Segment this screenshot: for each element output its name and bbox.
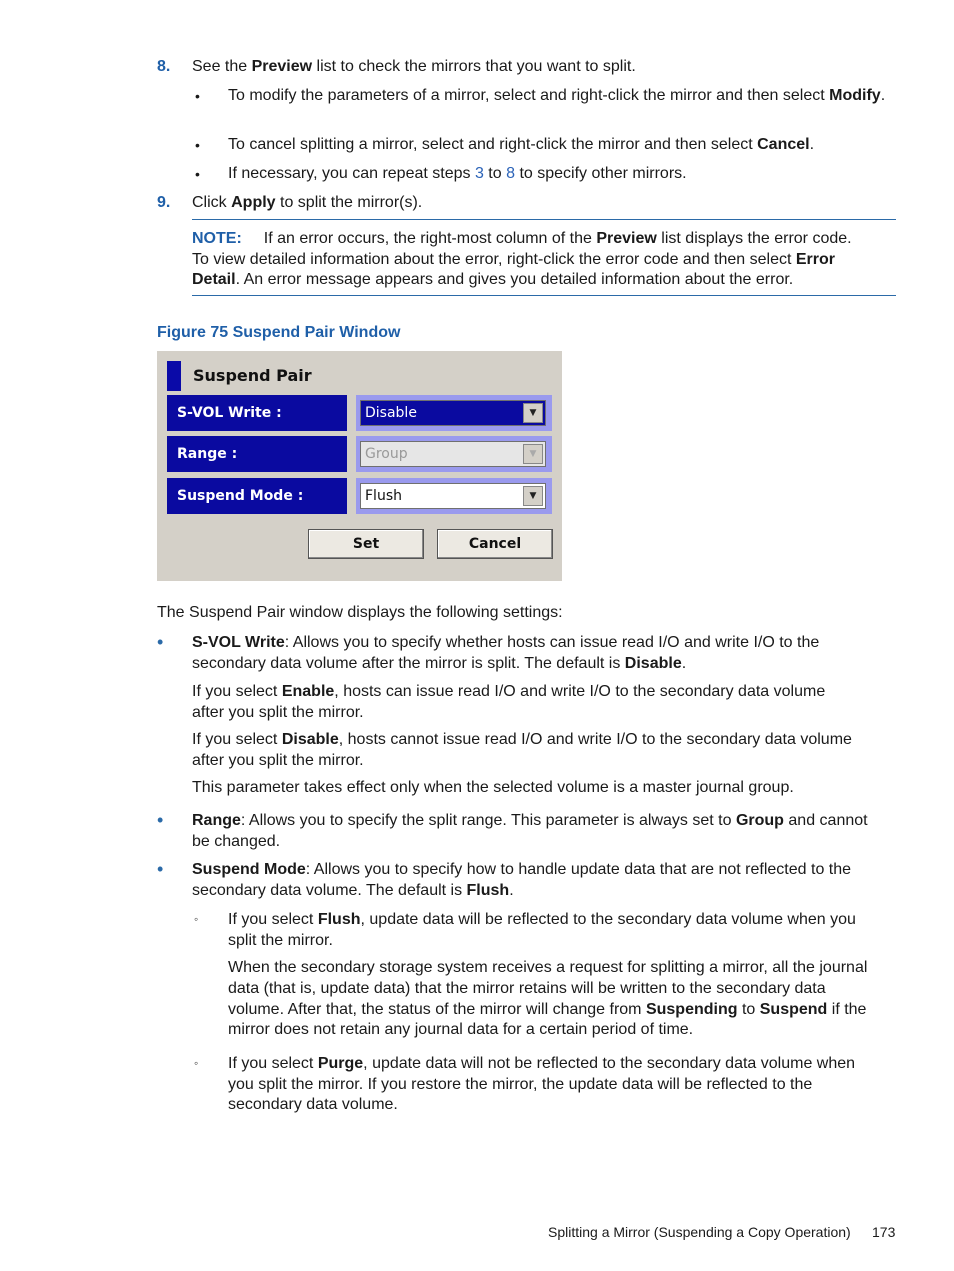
flush-para: volume. After that, the status of the mirror will change from Suspending to Suspend if the — [228, 1001, 867, 1018]
bullet-icon: • — [195, 137, 200, 153]
cancel-button[interactable]: Cancel — [437, 529, 553, 559]
svol-write-value: Disable — [365, 405, 417, 421]
step-8-link[interactable]: 8 — [506, 165, 515, 182]
svol-para: This parameter takes effect only when the selected volume is a master journal group. — [192, 779, 794, 796]
svol-para: If you select Enable, hosts can issue read I/O and write I/O to the secondary data volume — [192, 683, 826, 700]
svol-line: secondary data volume after the mirror is split. The default is Disable. — [192, 655, 687, 672]
note-top-rule — [192, 219, 896, 220]
bullet-icon: • — [157, 810, 164, 830]
note-line: Detail. An error message appears and gives you detailed information about the error. — [192, 271, 794, 288]
bullet-icon: • — [195, 166, 200, 182]
svol-line: S-VOL Write: Allows you to specify whether hosts can issue read I/O and write I/O to the — [192, 634, 820, 651]
circle-bullet-icon: ◦ — [194, 912, 199, 926]
step-text: See the Preview list to check the mirrors that you want to split. — [192, 58, 636, 75]
intro-text: The Suspend Pair window displays the following settings: — [157, 604, 563, 621]
dialog-title-bar-accent — [167, 361, 181, 391]
svol-write-select[interactable] — [360, 400, 546, 426]
bullet-icon: • — [157, 632, 164, 652]
purge-line: you split the mirror. If you restore the mirror, the update data will be reflected to the — [228, 1076, 813, 1093]
svol-para: after you split the mirror. — [192, 752, 364, 769]
svol-para: after you split the mirror. — [192, 704, 364, 721]
range-line: be changed. — [192, 833, 281, 850]
chevron-down-icon[interactable]: ▼ — [523, 486, 543, 506]
chevron-down-icon[interactable]: ▼ — [523, 403, 543, 423]
range-select-frame — [356, 436, 552, 472]
svol-para: If you select Disable, hosts cannot issue read I/O and write I/O to the secondary data volume — [192, 731, 852, 748]
circle-bullet-icon: ◦ — [194, 1056, 199, 1070]
svol-write-label: S-VOL Write : — [167, 395, 347, 431]
range-value: Group — [365, 446, 408, 462]
range-line: Range: Allows you to specify the split range. This parameter is always set to Group and cannot — [192, 812, 868, 829]
flush-para: When the secondary storage system receives a request for splitting a mirror, all the journal — [228, 959, 868, 976]
dialog-title: Suspend Pair — [193, 366, 312, 385]
svol-write-select-frame — [356, 395, 552, 431]
suspend-pair-dialog — [157, 351, 562, 581]
step-3-link[interactable]: 3 — [474, 165, 484, 182]
suspend-mode-select[interactable] — [360, 483, 546, 509]
suspend-mode-value: Flush — [365, 488, 402, 504]
note-line: NOTE: If an error occurs, the right-most column of the Preview list displays the error code. — [192, 230, 852, 247]
set-button[interactable]: Set — [308, 529, 424, 559]
suspend-mode-select-frame — [356, 478, 552, 514]
footer-section-title: Splitting a Mirror (Suspending a Copy Operation) — [548, 1224, 851, 1240]
step-number: 9. — [157, 194, 171, 211]
range-select — [360, 441, 546, 467]
suspend-mode-line: Suspend Mode: Allows you to specify how to handle update data that are not reflected to the — [192, 861, 852, 878]
flush-para: data (that is, update data) that the mirror retains will be written to the secondary data — [228, 980, 826, 997]
flush-line: split the mirror. — [228, 932, 333, 949]
list-item: To cancel splitting a mirror, select and right-click the mirror and then select Cancel. — [228, 136, 815, 153]
note-bottom-rule — [192, 295, 896, 296]
step-number: 8. — [157, 58, 171, 75]
note-line: To view detailed information about the error, right-click the error code and then select Error — [192, 251, 835, 268]
bullet-icon: • — [157, 859, 164, 879]
chevron-down-icon: ▼ — [523, 444, 543, 464]
suspend-mode-label: Suspend Mode : — [167, 478, 347, 514]
flush-line: If you select Flush, update data will be reflected to the secondary data volume when you — [228, 911, 856, 928]
range-label: Range : — [167, 436, 347, 472]
purge-line: secondary data volume. — [228, 1096, 398, 1113]
suspend-mode-line: secondary data volume. The default is Flush. — [192, 882, 514, 899]
purge-line: If you select Purge, update data will not be reflected to the secondary data volume when — [228, 1055, 856, 1072]
list-item: If necessary, you can repeat steps 3 to 8 to specify other mirrors. — [228, 165, 687, 182]
figure-caption: Figure 75 Suspend Pair Window — [157, 324, 401, 341]
bullet-icon: • — [195, 88, 200, 104]
step-text: Click Apply to split the mirror(s). — [192, 194, 423, 211]
page-number: 173 — [872, 1224, 896, 1240]
list-item: To modify the parameters of a mirror, select and right-click the mirror and then select Modify. — [228, 87, 886, 104]
flush-para: mirror does not retain any journal data for a certain period of time. — [228, 1021, 694, 1038]
